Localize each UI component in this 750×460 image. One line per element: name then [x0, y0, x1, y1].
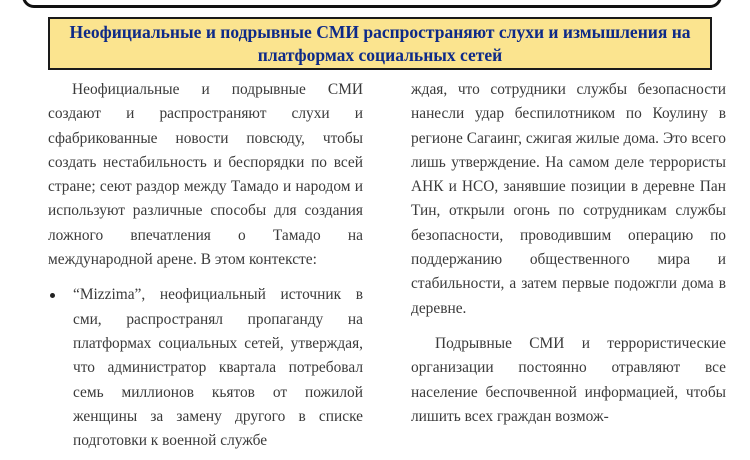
headline-box: [48, 17, 712, 70]
body-paragraph: Подрывные СМИ и террористические организации постоянно отравляют все население беспочвенной информацией, чтобы лишить всех граждан возмож-: [411, 334, 726, 425]
intro-paragraph: Неофициальные и подрывные СМИ создают и распространяют слухи и сфабрикованные новости повсюду, чтобы создать нестабильность и беспорядки по всей стране; сеют раздор между Тамадо и народом и используют различные способы для создания ложного впечатления о Тамадо на международной арене. В этом контексте:: [48, 81, 363, 269]
bullet-icon: [50, 293, 55, 298]
headline-text: Неофициальные и подрывные СМИ распространяют слухи и измышления на платформах социальных сетей: [69, 21, 691, 65]
continuation-paragraph: ждая, что сотрудники службы безопасности нанесли удар беспилотником по Коулину в регионе Сагаинг, сжигая жилые дома. Это всего лишь утверждение. На самом деле террористы АНК и НСО, занявшие позиции в деревне Пан Тин, открыли огонь по сотрудникам службы безопасности, проводившим операцию по поддержанию общественного мира и стабильности, а затем первые подожгли дома в деревне.: [411, 81, 726, 317]
bullet-list-item: [48, 283, 363, 453]
top-frame-border: [22, 0, 722, 8]
right-column: [411, 78, 726, 429]
bullet-text: “Mizzima”, неофициальный источник в сми, распространял пропаганду на платформах социальных сетей, утверждая, что администратор квартала потребовал семь миллионов кьятов от пожилой женщины за замену другого в списке подготовки к военной службе: [73, 286, 363, 450]
left-column: [48, 78, 363, 453]
